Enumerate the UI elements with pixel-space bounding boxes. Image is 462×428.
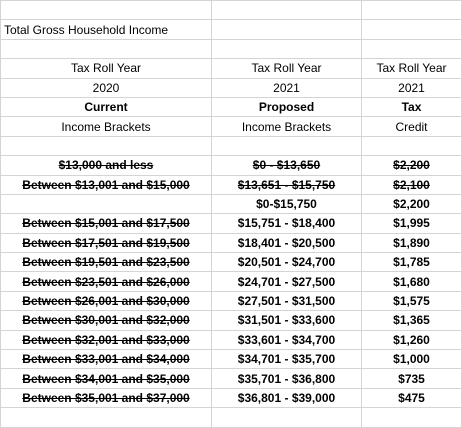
proposed-bracket-cell[interactable]: $27,501 - $31,500: [212, 291, 362, 310]
header-row-3: [1, 97, 462, 116]
cell[interactable]: [362, 136, 462, 155]
table-row: [1, 388, 462, 407]
table-row: [1, 291, 462, 310]
table-row: [1, 214, 462, 233]
proposed-bracket-cell[interactable]: $13,651 - $15,750: [212, 175, 362, 194]
cell[interactable]: [212, 39, 362, 58]
header-row-2: [1, 78, 462, 97]
proposed-bracket-cell[interactable]: $24,701 - $27,500: [212, 272, 362, 291]
table-row: [1, 156, 462, 175]
cell[interactable]: [362, 408, 462, 427]
sheet-row-title: [1, 20, 462, 39]
proposed-bracket-cell[interactable]: $15,751 - $18,400: [212, 214, 362, 233]
cell[interactable]: [362, 39, 462, 58]
tax-credit-cell[interactable]: $1,575: [362, 291, 462, 310]
current-bracket-cell[interactable]: Between $17,501 and $19,500: [1, 233, 212, 252]
current-bracket-cell[interactable]: Between $34,001 and $35,000: [1, 369, 212, 388]
header-col2-line3[interactable]: Proposed: [212, 97, 362, 116]
current-bracket-cell[interactable]: Between $30,001 and $32,000: [1, 311, 212, 330]
current-bracket-cell[interactable]: [1, 194, 212, 213]
proposed-bracket-cell[interactable]: $35,701 - $36,800: [212, 369, 362, 388]
header-col1-line4[interactable]: Income Brackets: [1, 117, 212, 136]
cell[interactable]: [1, 1, 212, 20]
cell[interactable]: [212, 20, 362, 39]
current-bracket-cell[interactable]: Between $23,501 and $26,000: [1, 272, 212, 291]
current-bracket-cell[interactable]: Between $15,001 and $17,500: [1, 214, 212, 233]
header-col2-line1[interactable]: Tax Roll Year: [212, 59, 362, 78]
tax-credit-cell[interactable]: $1,680: [362, 272, 462, 291]
current-bracket-cell[interactable]: Between $13,001 and $15,000: [1, 175, 212, 194]
header-col3-line3[interactable]: Tax: [362, 97, 462, 116]
proposed-bracket-cell[interactable]: $20,501 - $24,700: [212, 253, 362, 272]
proposed-bracket-cell[interactable]: $31,501 - $33,600: [212, 311, 362, 330]
header-col1-line2[interactable]: 2020: [1, 78, 212, 97]
tax-credit-cell[interactable]: $1,000: [362, 350, 462, 369]
header-col3-line4[interactable]: Credit: [362, 117, 462, 136]
table-row: [1, 272, 462, 291]
current-bracket-cell[interactable]: $13,000 and less: [1, 156, 212, 175]
table-row: [1, 194, 462, 213]
current-bracket-cell[interactable]: Between $19,501 and $23,500: [1, 253, 212, 272]
proposed-bracket-cell[interactable]: $36,801 - $39,000: [212, 388, 362, 407]
sheet-row-empty: [1, 39, 462, 58]
proposed-bracket-cell[interactable]: $33,601 - $34,700: [212, 330, 362, 349]
header-row-1: [1, 59, 462, 78]
tax-credit-cell[interactable]: $475: [362, 388, 462, 407]
proposed-bracket-cell[interactable]: $34,701 - $35,700: [212, 350, 362, 369]
header-col3-line2[interactable]: 2021: [362, 78, 462, 97]
table-row: [1, 253, 462, 272]
table-row: [1, 311, 462, 330]
current-bracket-cell[interactable]: Between $32,001 and $33,000: [1, 330, 212, 349]
sheet-row-empty-top: [1, 1, 462, 20]
sheet-row-empty: [1, 136, 462, 155]
table-row: [1, 175, 462, 194]
sheet-row-empty-bottom: [1, 408, 462, 427]
table-title[interactable]: Total Gross Household Income: [1, 20, 212, 39]
header-col2-line4[interactable]: Income Brackets: [212, 117, 362, 136]
proposed-bracket-cell[interactable]: $0-$15,750: [212, 194, 362, 213]
proposed-bracket-cell[interactable]: $18,401 - $20,500: [212, 233, 362, 252]
tax-credit-cell[interactable]: $735: [362, 369, 462, 388]
tax-credit-cell[interactable]: $2,100: [362, 175, 462, 194]
tax-credit-cell[interactable]: $2,200: [362, 194, 462, 213]
cell[interactable]: [212, 1, 362, 20]
proposed-bracket-cell[interactable]: $0 - $13,650: [212, 156, 362, 175]
tax-credit-cell[interactable]: $1,890: [362, 233, 462, 252]
header-col1-line1[interactable]: Tax Roll Year: [1, 59, 212, 78]
header-row-4: [1, 117, 462, 136]
tax-credit-cell[interactable]: $1,785: [362, 253, 462, 272]
header-col2-line2[interactable]: 2021: [212, 78, 362, 97]
table-row: [1, 330, 462, 349]
header-col1-line3[interactable]: Current: [1, 97, 212, 116]
cell[interactable]: [212, 408, 362, 427]
table-row: [1, 233, 462, 252]
current-bracket-cell[interactable]: Between $33,001 and $34,000: [1, 350, 212, 369]
cell[interactable]: [362, 1, 462, 20]
cell[interactable]: [212, 136, 362, 155]
table-row: [1, 350, 462, 369]
header-col3-line1[interactable]: Tax Roll Year: [362, 59, 462, 78]
cell[interactable]: [362, 20, 462, 39]
current-bracket-cell[interactable]: Between $35,001 and $37,000: [1, 388, 212, 407]
table-row: [1, 369, 462, 388]
tax-credit-cell[interactable]: $2,200: [362, 156, 462, 175]
current-bracket-cell[interactable]: Between $26,001 and $30,000: [1, 291, 212, 310]
cell[interactable]: [1, 408, 212, 427]
tax-credit-cell[interactable]: $1,995: [362, 214, 462, 233]
cell[interactable]: [1, 39, 212, 58]
tax-credit-cell[interactable]: $1,365: [362, 311, 462, 330]
tax-credit-cell[interactable]: $1,260: [362, 330, 462, 349]
cell[interactable]: [1, 136, 212, 155]
